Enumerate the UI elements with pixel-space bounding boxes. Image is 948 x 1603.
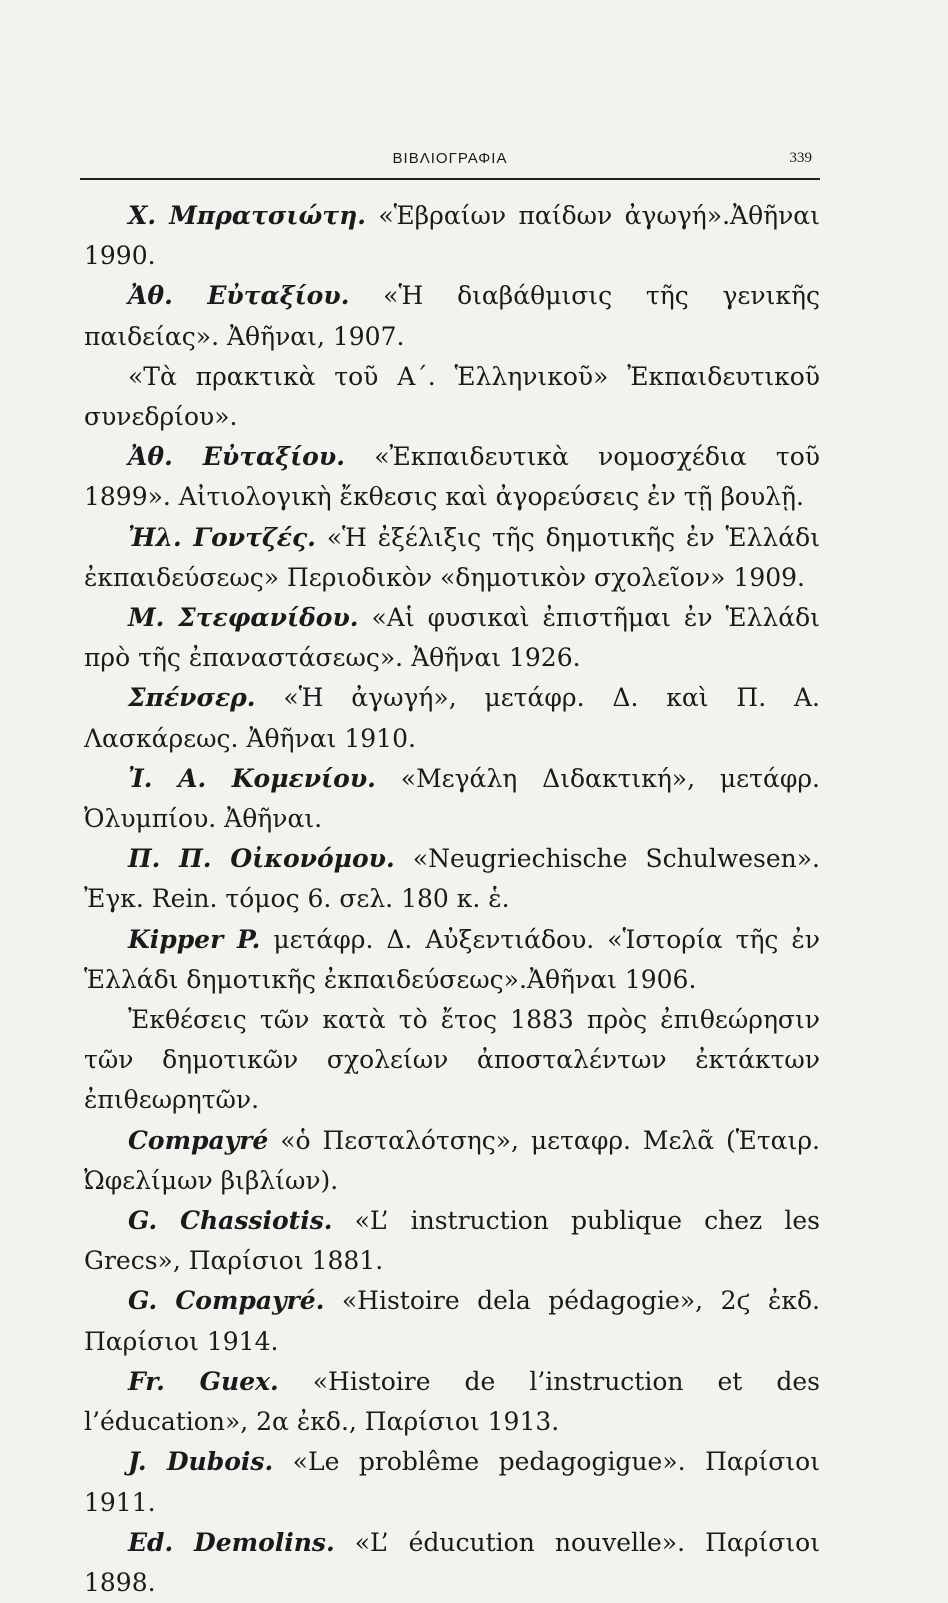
- entry-text: «Ἑβραίων παίδων ἀγωγή».Ἀθῆναι 1990.: [84, 201, 820, 271]
- entry-text: «L’ éducution nouvelle». Παρίσιοι 1898.: [84, 1527, 820, 1597]
- bibliography-entry: [84, 1121, 820, 1201]
- running-title: ΒΙΒΛΙΟΓΡΑΦΙΑ: [392, 150, 508, 167]
- entry-author: Ἠλ. Γοντζές.: [128, 522, 316, 552]
- bibliography-entry: [84, 1442, 820, 1522]
- entry-text: «ὁ Πεσταλότσης», μεταφρ. Μελᾶ (Ἑταιρ. Ὠφελίμων βιβλίων).: [84, 1125, 820, 1195]
- bibliography-entry: [84, 437, 820, 517]
- entry-author: Μ. Στεφανίδου.: [128, 603, 359, 633]
- entry-author: Ἰ. Α. Κομενίου.: [128, 763, 376, 793]
- entry-text: «L’ instruction publique chez les Grecs», Παρίσιοι 1881.: [84, 1206, 820, 1276]
- entry-text: «Τὰ πρακτικὰ τοῦ Α΄. Ἑλληνικοῦ» Ἐκπαιδευτικοῦ συνεδρίου».: [84, 361, 820, 432]
- bibliography-entry: [84, 1523, 820, 1603]
- entry-text: «Le problême pedagogigue». Παρίσιοι 1911.: [84, 1447, 820, 1517]
- entry-author: Ἀθ. Εὐταξίου.: [128, 281, 350, 311]
- bibliography-entry: [84, 276, 820, 356]
- entry-author: Χ. Μπρατσιώτη.: [128, 201, 366, 230]
- bibliography-entry: [84, 357, 820, 437]
- bibliography-entry: [84, 1281, 820, 1361]
- entry-text: «Ἡ ἐξέλιξις τῆς δημοτικῆς ἐν Ἑλλάδι ἐκπαιδεύσεως» Περιοδικὸν «δημοτικὸν σχολεῖον» 1909.: [84, 522, 820, 592]
- bibliography-entry: [84, 1362, 820, 1442]
- page-number: 339: [789, 150, 812, 166]
- bibliography-entry: [84, 196, 820, 276]
- bibliography-entry: [84, 839, 820, 919]
- entry-author: G. Chassiotis.: [128, 1206, 333, 1236]
- bibliography-entry: [84, 1000, 820, 1121]
- entry-text: Ἐκθέσεις τῶν κατὰ τὸ ἔτος 1883 πρὸς ἐπιθεώρησιν τῶν δημοτικῶν σχολείων ἀποσταλέντων ἐκτάκτων ἐπιθεωρητῶν.: [84, 1005, 820, 1115]
- bibliography-list: [84, 196, 820, 1603]
- entry-author: Kipper P.: [128, 924, 261, 954]
- entry-author: J. Dubois.: [128, 1447, 274, 1477]
- entry-author: Fr. Guex.: [128, 1366, 279, 1396]
- entry-text: «Neugriechische Schulwesen». Ἐγκ. Rein. τόμος 6. σελ. 180 κ. ἑ.: [84, 844, 820, 914]
- bibliography-entry: [84, 518, 820, 598]
- entry-author: Ed. Demolins.: [128, 1527, 335, 1557]
- entry-text: «Μεγάλη Διδακτική», μετάφρ. Ὀλυμπίου. Ἀθῆναι.: [84, 763, 820, 834]
- entry-text: «Ἡ ἀγωγή», μετάφρ. Δ. καὶ Π. Α. Λασκάρεως. Ἀθῆναι 1910.: [84, 683, 820, 753]
- bibliography-entry: [84, 759, 820, 839]
- bibliography-entry: [84, 1201, 820, 1281]
- entry-text: «Ἐκπαιδευτικὰ νομοσχέδια τοῦ 1899». Αἰτιολογικὴ ἔκθεσις καὶ ἀγορεύσεις ἐν τῇ βουλῇ.: [84, 442, 820, 512]
- entry-author: G. Compayré.: [128, 1286, 325, 1316]
- entry-author: Π. Π. Οἰκονόμου.: [128, 844, 395, 874]
- bibliography-entry: [84, 598, 820, 678]
- entry-author: Ἀθ. Εὐταξίου.: [128, 442, 345, 472]
- entry-author: Compayré: [128, 1125, 269, 1155]
- page-header: [80, 148, 820, 180]
- entry-text: μετάφρ. Δ. Αὐξεντιάδου. «Ἱστορία τῆς ἐν Ἑλλάδι δημοτικῆς ἐκπαιδεύσεως».Ἀθῆναι 1906.: [84, 924, 820, 994]
- entry-author: Σπένσερ.: [128, 683, 256, 713]
- entry-text: «Αἱ φυσικαὶ ἐπιστῆμαι ἐν Ἑλλάδι πρὸ τῆς ἐπαναστάσεως». Ἀθῆναι 1926.: [84, 603, 820, 673]
- entry-text: «Histoire de l’instruction et des l’éducation», 2α ἐκδ., Παρίσιοι 1913.: [84, 1366, 820, 1437]
- bibliography-entry: [84, 678, 820, 758]
- entry-text: «Ἡ διαβάθμισις τῆς γενικῆς παιδείας». Ἀθῆναι, 1907.: [84, 281, 820, 351]
- bibliography-entry: [84, 920, 820, 1000]
- entry-text: «Histoire dela pédagogie», 2ϛ ἐκδ. Παρίσιοι 1914.: [84, 1286, 820, 1356]
